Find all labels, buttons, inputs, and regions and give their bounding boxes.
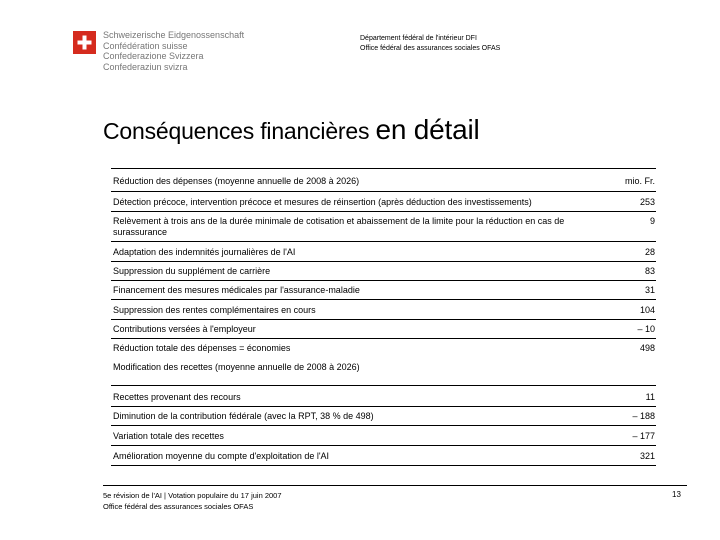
row-value: 83	[644, 266, 655, 276]
row-label: Relèvement à trois ans de la durée minimale de cotisation et abaissement de la limite pour la réduction en cas de surassurance	[113, 216, 565, 237]
row-value: 253	[639, 197, 655, 207]
row-rule	[111, 319, 656, 320]
row-rule	[111, 385, 656, 386]
row-label: Suppression des rentes complémentaires en cours	[113, 305, 316, 315]
row-rule	[111, 241, 656, 242]
department-block	[360, 34, 500, 54]
table-bottom-rule	[111, 465, 656, 466]
footer-line-1: 5e révision de l'AI | Votation populaire du 17 juin 2007	[103, 491, 282, 500]
row-value: – 10	[637, 324, 655, 334]
page-number: 13	[672, 490, 681, 499]
total-label: Variation totale des recettes	[113, 431, 224, 441]
revenue-header: Modification des recettes (moyenne annuelle de 2008 à 2026)	[113, 362, 360, 372]
title-main: Conséquences financières	[103, 118, 370, 144]
office-name: Office fédéral des assurances sociales OFAS	[360, 45, 501, 52]
total-value: 498	[639, 343, 655, 353]
footer-rule	[103, 485, 687, 486]
row-rule	[111, 299, 656, 300]
row-value: 9	[649, 216, 655, 226]
row-label: Suppression du supplément de carrière	[113, 266, 271, 276]
improvement-value: 321	[639, 451, 655, 461]
confed-rm: Confederaziun svizra	[103, 61, 188, 72]
confed-it: Confederazione Svizzera	[103, 51, 204, 61]
row-value: – 188	[632, 411, 655, 421]
row-value: 104	[639, 305, 655, 315]
confed-de: Schweizerische Eidgenossenschaft	[103, 30, 245, 40]
row-rule	[111, 406, 656, 407]
row-rule	[111, 445, 656, 446]
improvement-label: Amélioration moyenne du compte d'exploitation de l'AI	[113, 451, 330, 461]
row-label: Contributions versées à l'employeur	[113, 324, 256, 334]
title-emphasis: en détail	[375, 114, 480, 145]
confederation-names	[103, 30, 244, 72]
footer-line-2: Office fédéral des assurances sociales OFAS	[103, 502, 254, 511]
row-rule	[111, 425, 656, 426]
footer	[103, 490, 282, 512]
row-label: Adaptation des indemnités journalières de l'AI	[113, 247, 296, 257]
row-value: 31	[644, 285, 655, 295]
row-rule	[111, 191, 656, 192]
row-rule	[111, 261, 656, 262]
total-value: – 177	[632, 431, 655, 441]
row-rule	[111, 211, 656, 212]
row-rule	[111, 338, 656, 339]
row-value: 11	[645, 392, 655, 402]
total-label: Réduction totale des dépenses = économies	[113, 343, 291, 353]
expenses-header: Réduction des dépenses (moyenne annuelle de 2008 à 2026)	[113, 176, 360, 186]
confed-fr: Confédération suisse	[103, 40, 188, 51]
row-rule	[111, 280, 656, 281]
page-title	[103, 114, 480, 146]
row-label: Financement des mesures médicales par l'assurance-maladie	[113, 285, 360, 295]
unit-label: mio. Fr.	[624, 176, 655, 186]
swiss-flag-icon	[73, 31, 96, 54]
row-value: 28	[644, 247, 655, 257]
department-name: Département fédéral de l'intérieur DFI	[360, 35, 477, 42]
row-label: Diminution de la contribution fédérale (avec la RPT, 38 % de 498)	[113, 411, 374, 421]
expenses-header-row	[111, 176, 656, 188]
table-top-rule	[111, 168, 656, 169]
row-label: Recettes provenant des recours	[113, 392, 241, 402]
row-label: Détection précoce, intervention précoce et mesures de réinsertion (après déduction des investissements)	[113, 197, 532, 207]
